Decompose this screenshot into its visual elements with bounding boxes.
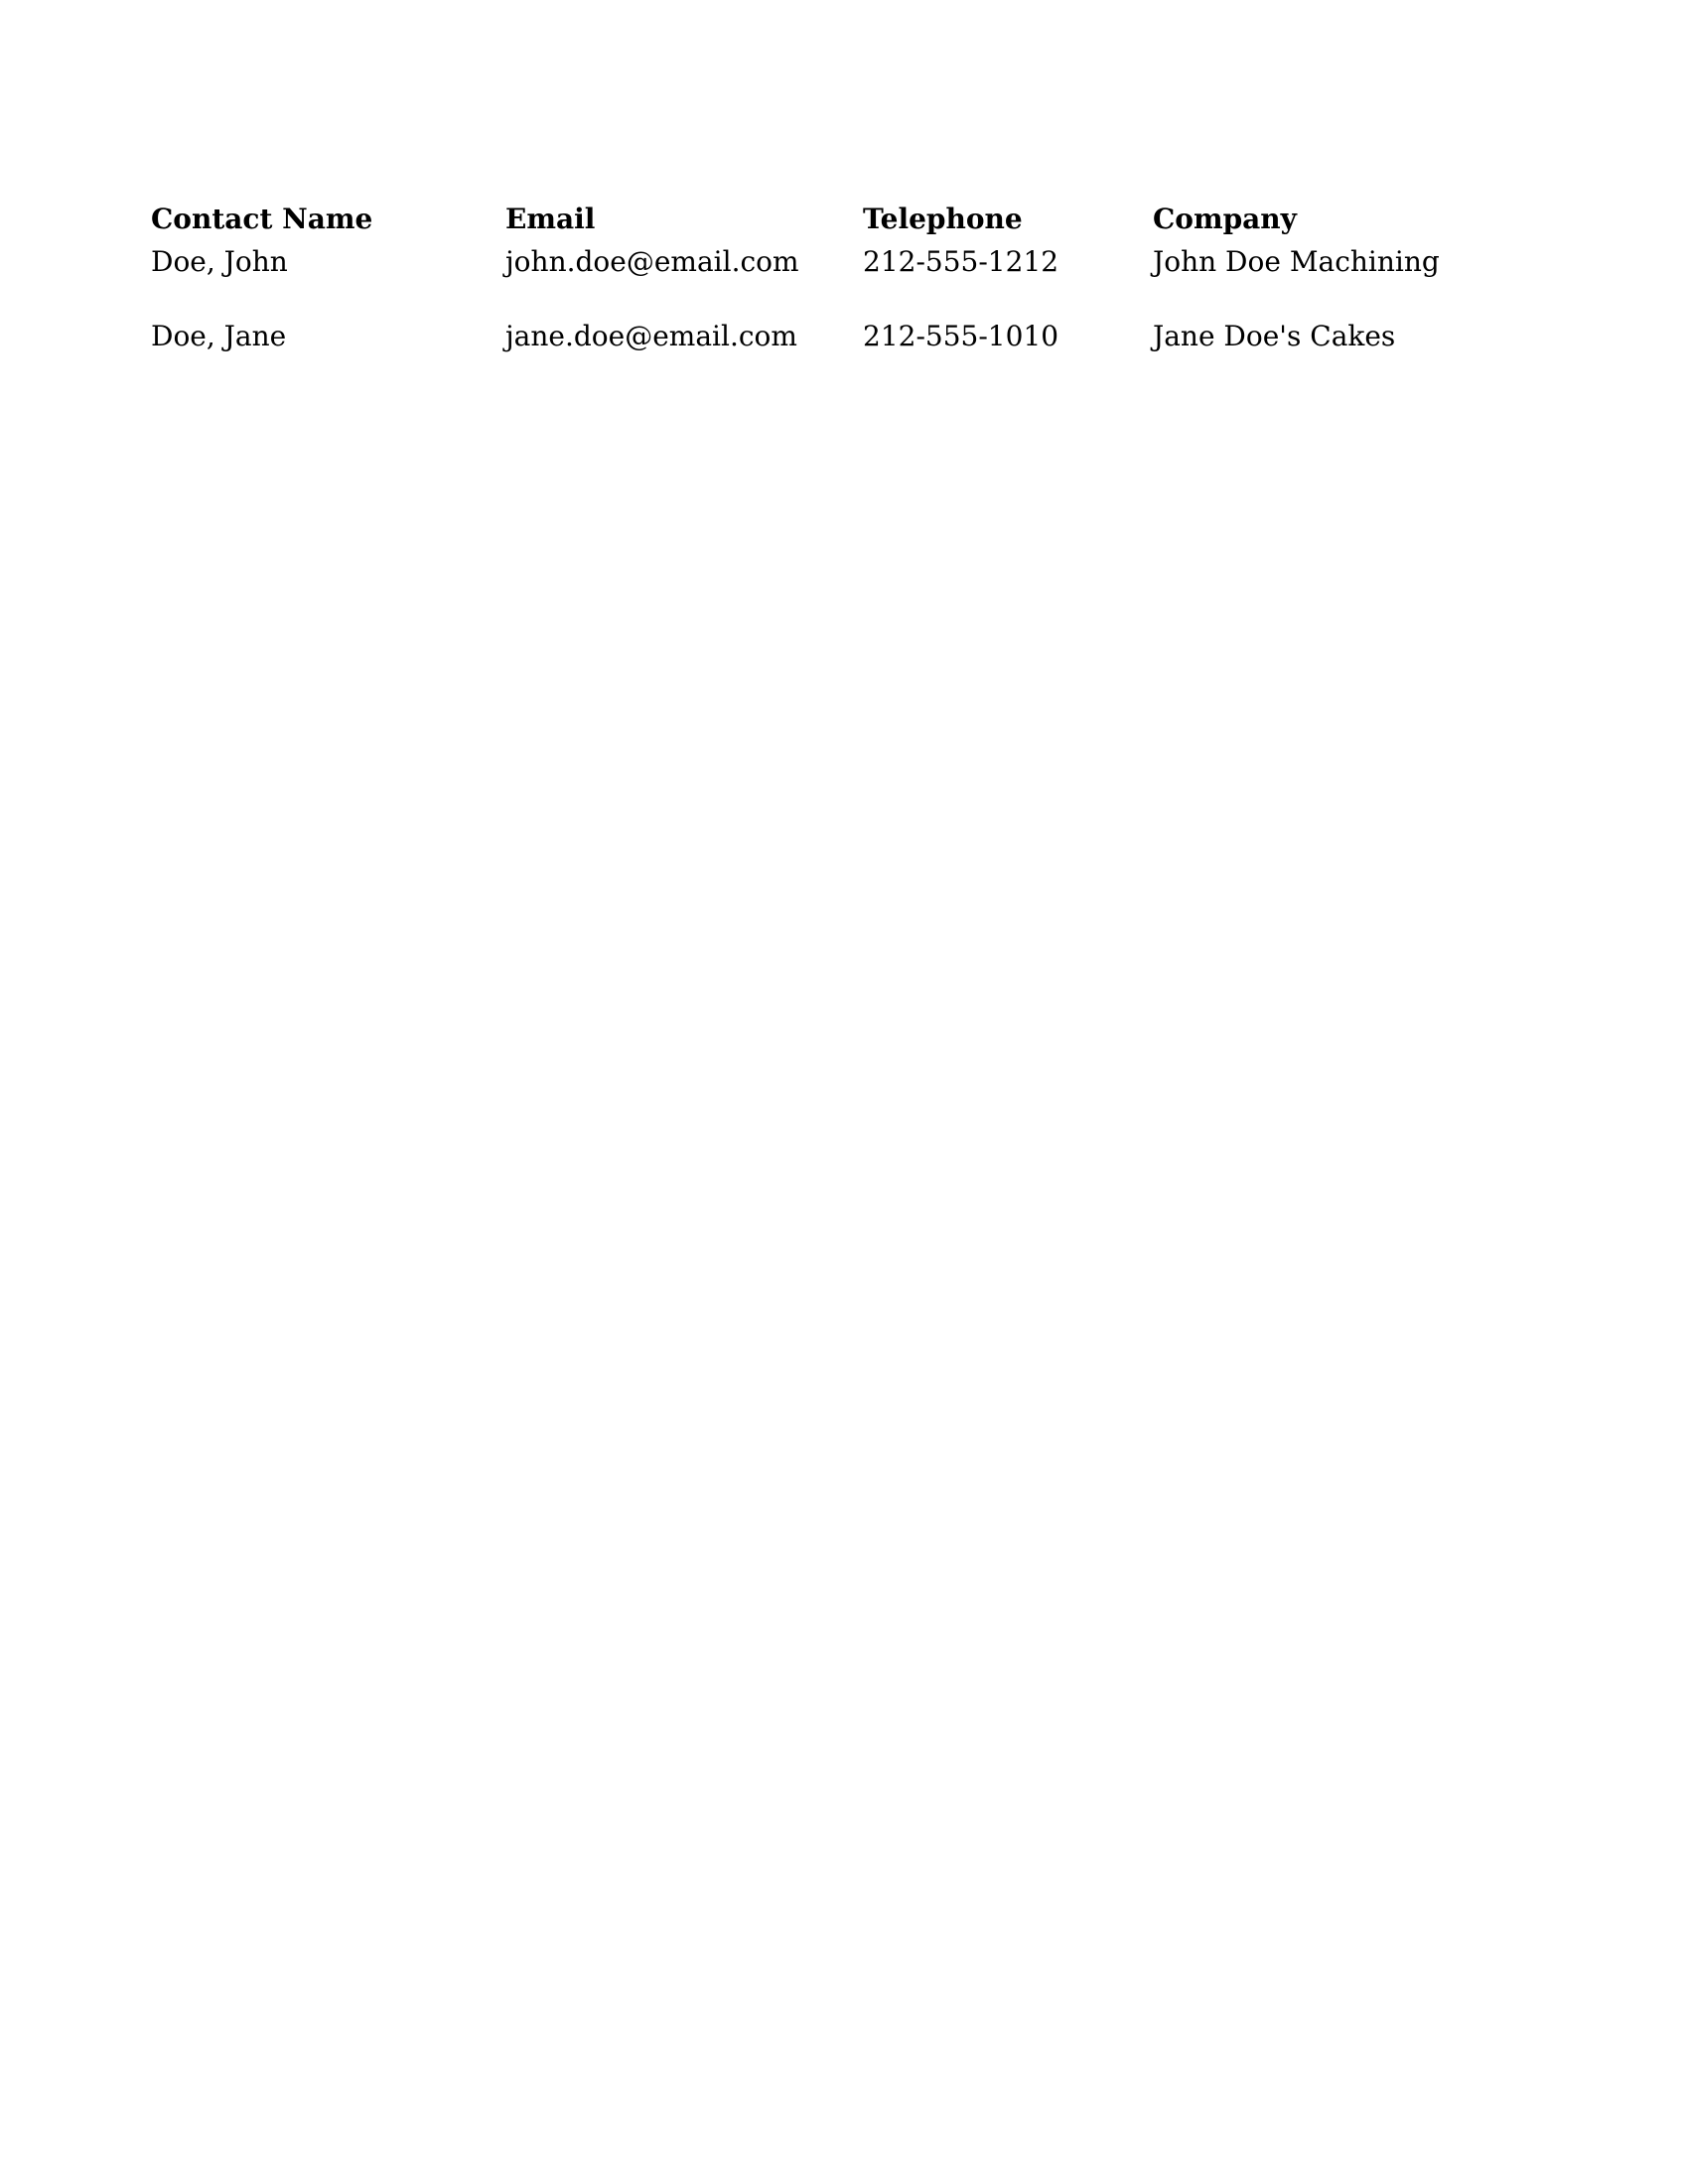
header-email: Email <box>505 203 596 235</box>
cell-email: john.doe@email.com <box>505 245 799 278</box>
cell-telephone: 212-555-1010 <box>863 320 1059 352</box>
table-body <box>151 240 1570 357</box>
cell-email: jane.doe@email.com <box>505 320 797 352</box>
header-telephone: Telephone <box>863 203 1023 235</box>
table-header <box>151 198 1570 240</box>
cell-contact-name: Doe, Jane <box>151 320 287 352</box>
header-row <box>151 198 1570 240</box>
cell-contact-name: Doe, John <box>151 245 288 278</box>
cell-company: John Doe Machining <box>1153 245 1440 278</box>
header-contact-name: Contact Name <box>151 203 373 235</box>
table-row <box>151 240 1570 315</box>
header-company: Company <box>1153 203 1297 235</box>
cell-telephone: 212-555-1212 <box>863 245 1059 278</box>
table-row <box>151 315 1570 357</box>
cell-company: Jane Doe's Cakes <box>1153 320 1396 352</box>
contacts-table <box>151 198 1570 357</box>
